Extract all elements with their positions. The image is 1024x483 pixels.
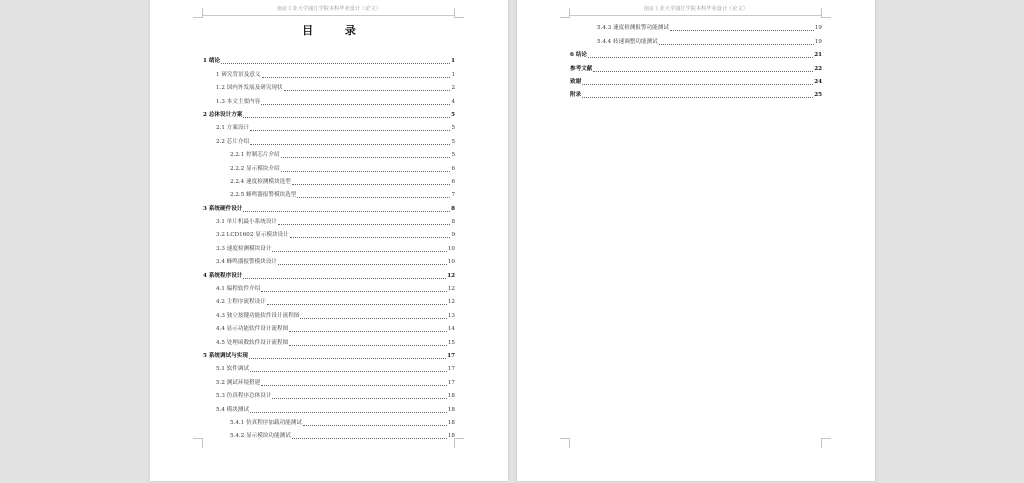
toc-entry[interactable]: [203, 213, 455, 226]
toc-entry-label: 2.2.1 控制芯片介绍: [230, 152, 280, 159]
dot-leader: [278, 264, 447, 265]
toc-entry[interactable]: [570, 59, 822, 72]
toc-entry-page-number: 5: [451, 111, 455, 118]
document-page-1: [150, 0, 508, 481]
toc-entry[interactable]: [203, 186, 455, 199]
toc-entry[interactable]: [203, 132, 455, 145]
table-of-contents: [570, 19, 822, 99]
margin-corner-mark: [193, 438, 203, 448]
dot-leader: [272, 251, 446, 252]
toc-entry-label: 5 系统调试与实现: [203, 352, 248, 359]
toc-entry-page-number: 19: [814, 25, 822, 32]
toc-entry-label: 6 结论: [570, 52, 588, 59]
margin-corner-mark: [193, 8, 203, 18]
toc-entry-label: 4.4 显示功能软件设计流程图: [216, 326, 289, 333]
toc-entry-label: 5.3 仿真程序总体设计: [216, 393, 272, 400]
toc-entry-label: 5.4.2 显示模块功能测试: [230, 433, 291, 440]
dot-leader: [659, 44, 814, 45]
toc-entry-page-number: 10: [447, 245, 455, 252]
dot-leader: [262, 77, 451, 78]
toc-entry[interactable]: [570, 86, 822, 99]
dot-leader: [261, 385, 447, 386]
toc-entry[interactable]: [203, 373, 455, 386]
dot-leader: [292, 184, 451, 185]
dot-leader: [289, 331, 447, 332]
document-page-2: [517, 0, 875, 481]
toc-entry-page-number: 6: [451, 165, 455, 172]
dot-leader: [593, 71, 813, 72]
toc-entry-page-number: 10: [447, 259, 455, 266]
toc-entry[interactable]: [203, 146, 455, 159]
dot-leader: [582, 84, 813, 85]
margin-corner-mark: [454, 438, 464, 448]
dot-leader: [243, 211, 450, 212]
toc-entry-page-number: 15: [447, 339, 455, 346]
toc-entry[interactable]: [203, 65, 455, 78]
toc-entry-label: 2 总体设计方案: [203, 111, 243, 118]
toc-entry[interactable]: [570, 32, 822, 45]
toc-entry-label: 2.2 芯片介绍: [216, 138, 250, 145]
toc-entry[interactable]: [203, 427, 455, 440]
toc-entry[interactable]: [203, 400, 455, 413]
toc-entry[interactable]: [203, 199, 455, 212]
toc-entry-label: 3.4 蜂鸣器报警模块设计: [216, 259, 278, 266]
toc-entry-label: 1 研究背景及意义: [216, 71, 261, 78]
dot-leader: [250, 130, 450, 131]
toc-entry-label: 5.4 模块测试: [216, 406, 250, 413]
dot-leader: [290, 237, 451, 238]
toc-entry[interactable]: [203, 79, 455, 92]
toc-entry-page-number: 14: [447, 326, 455, 333]
toc-entry[interactable]: [203, 280, 455, 293]
toc-entry-label: 5.4.1 仿真程序加载功能测试: [230, 419, 302, 426]
toc-entry[interactable]: [203, 92, 455, 105]
margin-corner-mark: [821, 438, 831, 448]
toc-entry[interactable]: [203, 226, 455, 239]
toc-entry-page-number: 17: [447, 352, 455, 359]
dot-leader: [300, 318, 446, 319]
toc-entry-label: 3.2 LCD1602 显示模块设计: [216, 232, 289, 239]
toc-entry-label: 2.1 方案设计: [216, 125, 250, 132]
table-of-contents: [203, 52, 455, 440]
dot-leader: [281, 157, 451, 158]
toc-entry-label: 3.1 单片机最小系统设计: [216, 219, 278, 226]
toc-entry-label: 5.2 测试环境搭建: [216, 379, 261, 386]
toc-entry[interactable]: [203, 333, 455, 346]
toc-entry-page-number: 5: [451, 138, 455, 145]
toc-entry[interactable]: [203, 266, 455, 279]
toc-entry-label: 附录: [570, 92, 582, 99]
toc-entry-label: 4 系统程序设计: [203, 272, 243, 279]
dot-leader: [582, 97, 813, 98]
toc-title: 目 录: [302, 24, 370, 37]
dot-leader: [243, 278, 446, 279]
dot-leader: [297, 197, 450, 198]
toc-entry-page-number: 1: [451, 71, 455, 78]
toc-entry[interactable]: [203, 173, 455, 186]
toc-entry-page-number: 25: [814, 92, 822, 99]
dot-leader: [284, 90, 451, 91]
toc-entry[interactable]: [203, 306, 455, 319]
toc-entry-label: 3.3 速度检测模块设计: [216, 245, 272, 252]
toc-entry[interactable]: [203, 387, 455, 400]
toc-entry-label: 1.3 本文主要内容: [216, 98, 261, 105]
toc-entry-page-number: 19: [814, 38, 822, 45]
dot-leader: [243, 117, 450, 118]
toc-entry-label: 4.5 处理函数软件设计流程图: [216, 339, 289, 346]
toc-entry[interactable]: [570, 73, 822, 86]
toc-entry-page-number: 5: [451, 125, 455, 132]
toc-entry-page-number: 21: [814, 52, 822, 59]
toc-entry[interactable]: [203, 414, 455, 427]
toc-entry[interactable]: [203, 52, 455, 65]
margin-corner-mark: [560, 438, 570, 448]
toc-entry-page-number: 12: [447, 272, 455, 279]
page-header-text: 南京工业大学浦江学院本科毕业设计（论文）: [276, 6, 381, 12]
toc-entry-label: 2.2.4 速度检测模块选型: [230, 178, 291, 185]
toc-entry-label: 5.4.3 速度检测报警功能测试: [597, 25, 669, 32]
toc-entry-page-number: 5: [451, 152, 455, 159]
toc-entry-page-number: 18: [447, 419, 455, 426]
margin-corner-mark: [454, 8, 464, 18]
toc-entry-page-number: 13: [447, 312, 455, 319]
toc-entry-page-number: 17: [447, 366, 455, 373]
toc-entry-page-number: 6: [451, 178, 455, 185]
toc-entry-label: 5.4.4 转速调整功能测试: [597, 38, 658, 45]
toc-entry-page-number: 12: [447, 299, 455, 306]
toc-entry-page-number: 9: [451, 232, 455, 239]
toc-entry-label: 致谢: [570, 78, 582, 85]
toc-entry-label: 2.2.5 蜂鸣器报警模块选型: [230, 192, 297, 199]
dot-leader: [250, 412, 447, 413]
dot-leader: [261, 104, 450, 105]
toc-entry-label: 4.1 编程软件介绍: [216, 286, 261, 293]
dot-leader: [281, 171, 451, 172]
page-header-text: 南京工业大学浦江学院本科毕业设计（论文）: [643, 6, 748, 12]
toc-entry-page-number: 2: [451, 85, 455, 92]
dot-leader: [670, 30, 814, 31]
toc-entry-page-number: 4: [451, 98, 455, 105]
header-rule: [203, 15, 454, 16]
dot-leader: [250, 144, 450, 145]
dot-leader: [272, 398, 446, 399]
margin-corner-mark: [560, 8, 570, 18]
toc-entry[interactable]: [203, 159, 455, 172]
toc-entry-label: 5.1 软件调试: [216, 366, 250, 373]
header-rule: [570, 15, 821, 16]
toc-entry-page-number: 8: [451, 219, 455, 226]
toc-entry-page-number: 12: [447, 286, 455, 293]
toc-entry-label: 2.2.2 显示模块介绍: [230, 165, 280, 172]
toc-entry[interactable]: [203, 360, 455, 373]
toc-entry-page-number: 24: [814, 78, 822, 85]
toc-entry[interactable]: [570, 19, 822, 32]
toc-entry-page-number: 18: [447, 433, 455, 440]
dot-leader: [221, 63, 450, 64]
toc-entry[interactable]: [203, 347, 455, 360]
dot-leader: [278, 224, 450, 225]
margin-corner-mark: [821, 8, 831, 18]
dot-leader: [261, 291, 447, 292]
toc-entry[interactable]: [570, 46, 822, 59]
toc-entry[interactable]: [203, 106, 455, 119]
toc-entry[interactable]: [203, 293, 455, 306]
toc-entry-label: 参考文献: [570, 65, 593, 72]
toc-entry[interactable]: [203, 239, 455, 252]
dot-leader: [289, 345, 447, 346]
toc-entry-page-number: 7: [451, 192, 455, 199]
toc-entry[interactable]: [203, 253, 455, 266]
toc-entry-label: 4.2 主程序流程设计: [216, 299, 266, 306]
toc-entry[interactable]: [203, 320, 455, 333]
toc-entry-label: 1 绪论: [203, 58, 221, 65]
toc-entry-label: 1.2 国内外发展及研究现状: [216, 85, 283, 92]
dot-leader: [588, 57, 813, 58]
dot-leader: [250, 371, 447, 372]
toc-entry-page-number: 18: [447, 393, 455, 400]
toc-entry-page-number: 1: [451, 58, 455, 65]
toc-entry-page-number: 17: [447, 379, 455, 386]
toc-entry-page-number: 22: [814, 65, 822, 72]
toc-entry-page-number: 18: [447, 406, 455, 413]
dot-leader: [267, 304, 447, 305]
toc-entry-page-number: 8: [451, 205, 455, 212]
dot-leader: [292, 438, 447, 439]
dot-leader: [249, 358, 446, 359]
toc-entry-label: 4.3 独立按键功能软件设计流程图: [216, 312, 300, 319]
toc-entry[interactable]: [203, 119, 455, 132]
toc-entry-label: 3 系统硬件设计: [203, 205, 243, 212]
dot-leader: [303, 425, 447, 426]
